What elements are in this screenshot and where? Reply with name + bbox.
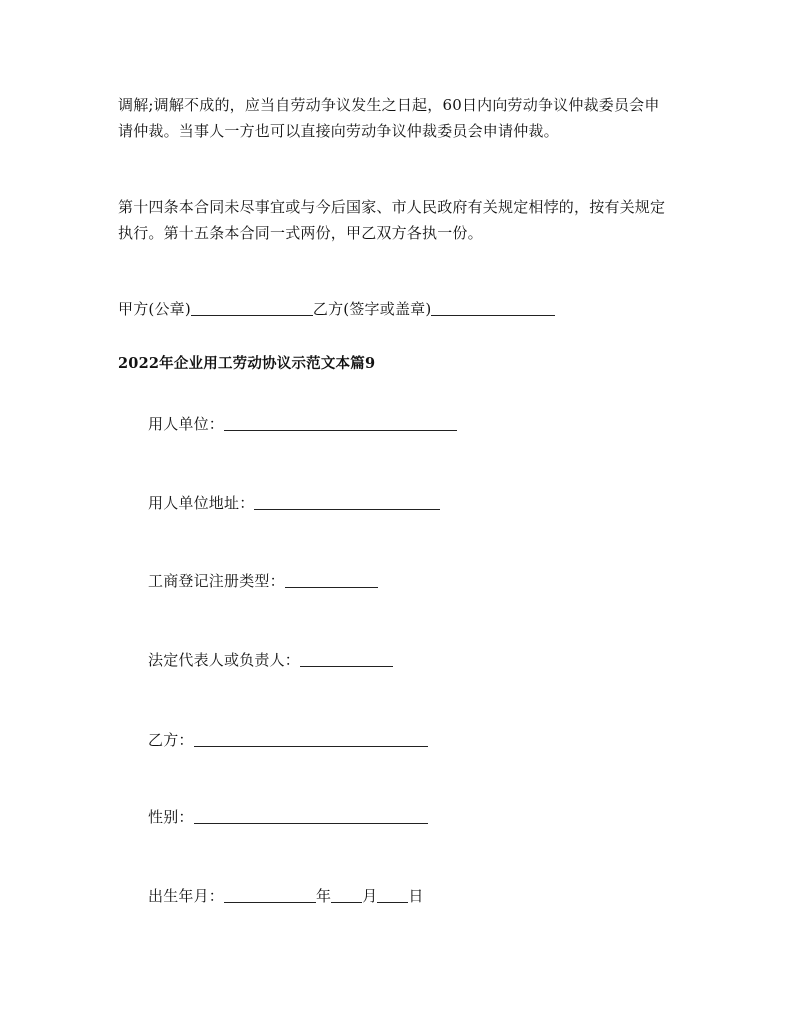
party-b-blank[interactable] [194,731,428,747]
employer-blank[interactable] [224,415,457,431]
party-b-label: 乙方： [148,731,194,749]
gender-label: 性别： [148,808,194,826]
legal-representative-label: 法定代表人或负责人： [148,651,301,669]
month-unit: 月 [362,887,378,905]
birth-date-field [148,885,424,907]
party-b-sign-blank[interactable] [431,300,555,316]
gender-blank[interactable] [194,808,428,824]
business-registration-type-blank[interactable] [285,572,378,588]
business-registration-type-label: 工商登记注册类型： [148,572,285,590]
business-registration-type-field [148,570,378,592]
party-b-field [148,729,428,751]
party-b-sign-label: 乙方(签字或盖章) [312,300,432,318]
employer-address-label: 用人单位地址： [148,494,255,512]
gender-field [148,806,428,828]
party-a-seal-blank[interactable] [191,300,313,316]
mediation-paragraph-line-1: 调解;调解不成的，应当自劳动争议发生之日起，60日内向劳动争议仲裁委员会申 [118,96,660,114]
mediation-paragraph-line-2: 请仲裁。当事人一方也可以直接向劳动争议仲裁委员会申请仲裁。 [118,122,559,140]
employer-address-field [148,492,440,514]
article-14-line-2: 执行。第十五条本合同一式两份，甲乙双方各执一份。 [118,224,483,242]
legal-representative-field [148,649,393,671]
signature-line [118,298,555,320]
party-a-seal-label: 甲方(公章) [118,300,191,318]
birth-date-label: 出生年月： [148,887,225,905]
birth-year-blank[interactable] [224,887,316,903]
year-unit: 年 [316,887,332,905]
legal-representative-blank[interactable] [300,651,393,667]
birth-month-blank[interactable] [331,887,362,903]
section-title: 2022年企业用工劳动协议示范文本篇9 [118,355,376,372]
birth-day-blank[interactable] [377,887,408,903]
employer-field [148,413,457,435]
employer-address-blank[interactable] [254,494,440,510]
article-14-line-1: 第十四条本合同未尽事宜或与今后国家、市人民政府有关规定相悖的，按有关规定 [118,198,666,216]
day-unit: 日 [408,887,424,905]
employer-label: 用人单位： [148,415,225,433]
